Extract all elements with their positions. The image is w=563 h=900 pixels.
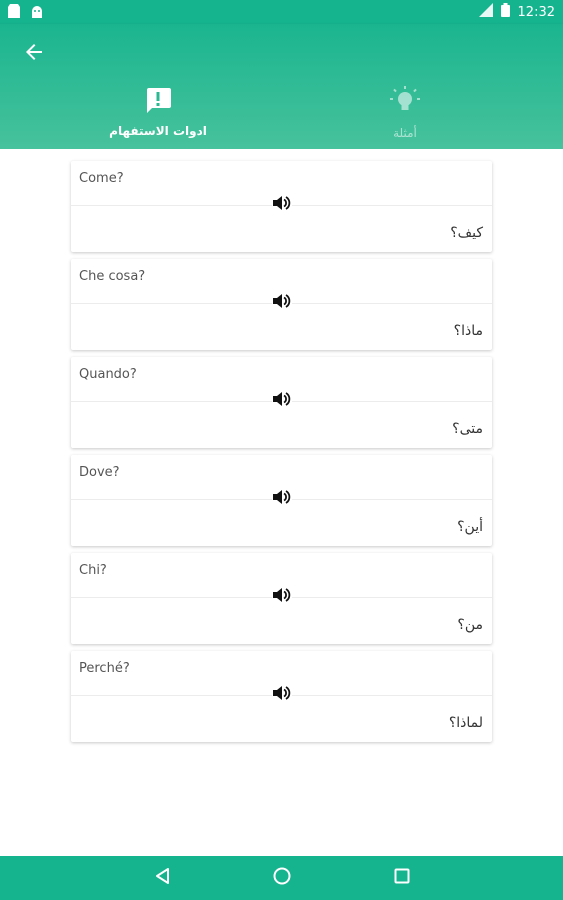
- italian-word: Quando?: [79, 367, 137, 382]
- italian-word: Dove?: [79, 465, 120, 480]
- arabic-word: ماذا؟: [453, 323, 483, 339]
- message-alert-icon: [144, 86, 172, 118]
- navigation-bar: [0, 856, 563, 900]
- status-right: [479, 3, 555, 21]
- android-icon: [30, 3, 44, 22]
- italian-word: Perché?: [79, 661, 130, 676]
- italian-word: Che cosa?: [79, 269, 146, 284]
- nav-home-button[interactable]: [272, 868, 292, 888]
- arabic-word: كيف؟: [450, 225, 483, 241]
- lightbulb-icon: [390, 86, 420, 120]
- nav-back-button[interactable]: [152, 868, 172, 888]
- list-item: [71, 259, 492, 350]
- status-time: 12:32: [517, 4, 555, 20]
- recents-square-icon: [394, 868, 410, 888]
- arabic-word: من؟: [457, 617, 483, 633]
- app-bar: [0, 24, 563, 149]
- list-item: [71, 357, 492, 448]
- volume-icon: [273, 195, 291, 215]
- italian-word: Chi?: [79, 563, 107, 578]
- status-bar: [0, 0, 563, 24]
- list-item: [71, 651, 492, 742]
- nav-recents-button[interactable]: [392, 868, 412, 888]
- list-item: [71, 553, 492, 644]
- list-item: [71, 455, 492, 546]
- speaker-button[interactable]: [272, 685, 292, 705]
- arabic-word: متى؟: [452, 421, 483, 437]
- speaker-button[interactable]: [272, 195, 292, 215]
- tab-examples-label: أمثلة: [393, 126, 417, 140]
- volume-icon: [273, 685, 291, 705]
- speaker-button[interactable]: [272, 391, 292, 411]
- tab-question-words[interactable]: [88, 86, 228, 142]
- volume-icon: [273, 293, 291, 313]
- arrow-back-icon: [25, 43, 43, 65]
- volume-icon: [273, 391, 291, 411]
- list-item: [71, 161, 492, 252]
- tab-examples[interactable]: [335, 86, 475, 142]
- arabic-word: أين؟: [457, 519, 483, 535]
- volume-icon: [273, 489, 291, 509]
- arabic-word: لماذا؟: [448, 715, 483, 731]
- italian-word: Come?: [79, 171, 124, 186]
- notification-icon: [8, 3, 20, 22]
- speaker-button[interactable]: [272, 587, 292, 607]
- back-triangle-icon: [154, 867, 170, 889]
- speaker-button[interactable]: [272, 293, 292, 313]
- volume-icon: [273, 587, 291, 607]
- battery-icon: [501, 3, 510, 21]
- tab-question-words-label: ادوات الاستفهام: [109, 124, 207, 138]
- no-signal-icon: [479, 3, 493, 21]
- home-circle-icon: [273, 867, 291, 889]
- speaker-button[interactable]: [272, 489, 292, 509]
- status-left: [8, 3, 44, 22]
- question-words-list: [0, 149, 563, 856]
- back-button[interactable]: [20, 40, 48, 68]
